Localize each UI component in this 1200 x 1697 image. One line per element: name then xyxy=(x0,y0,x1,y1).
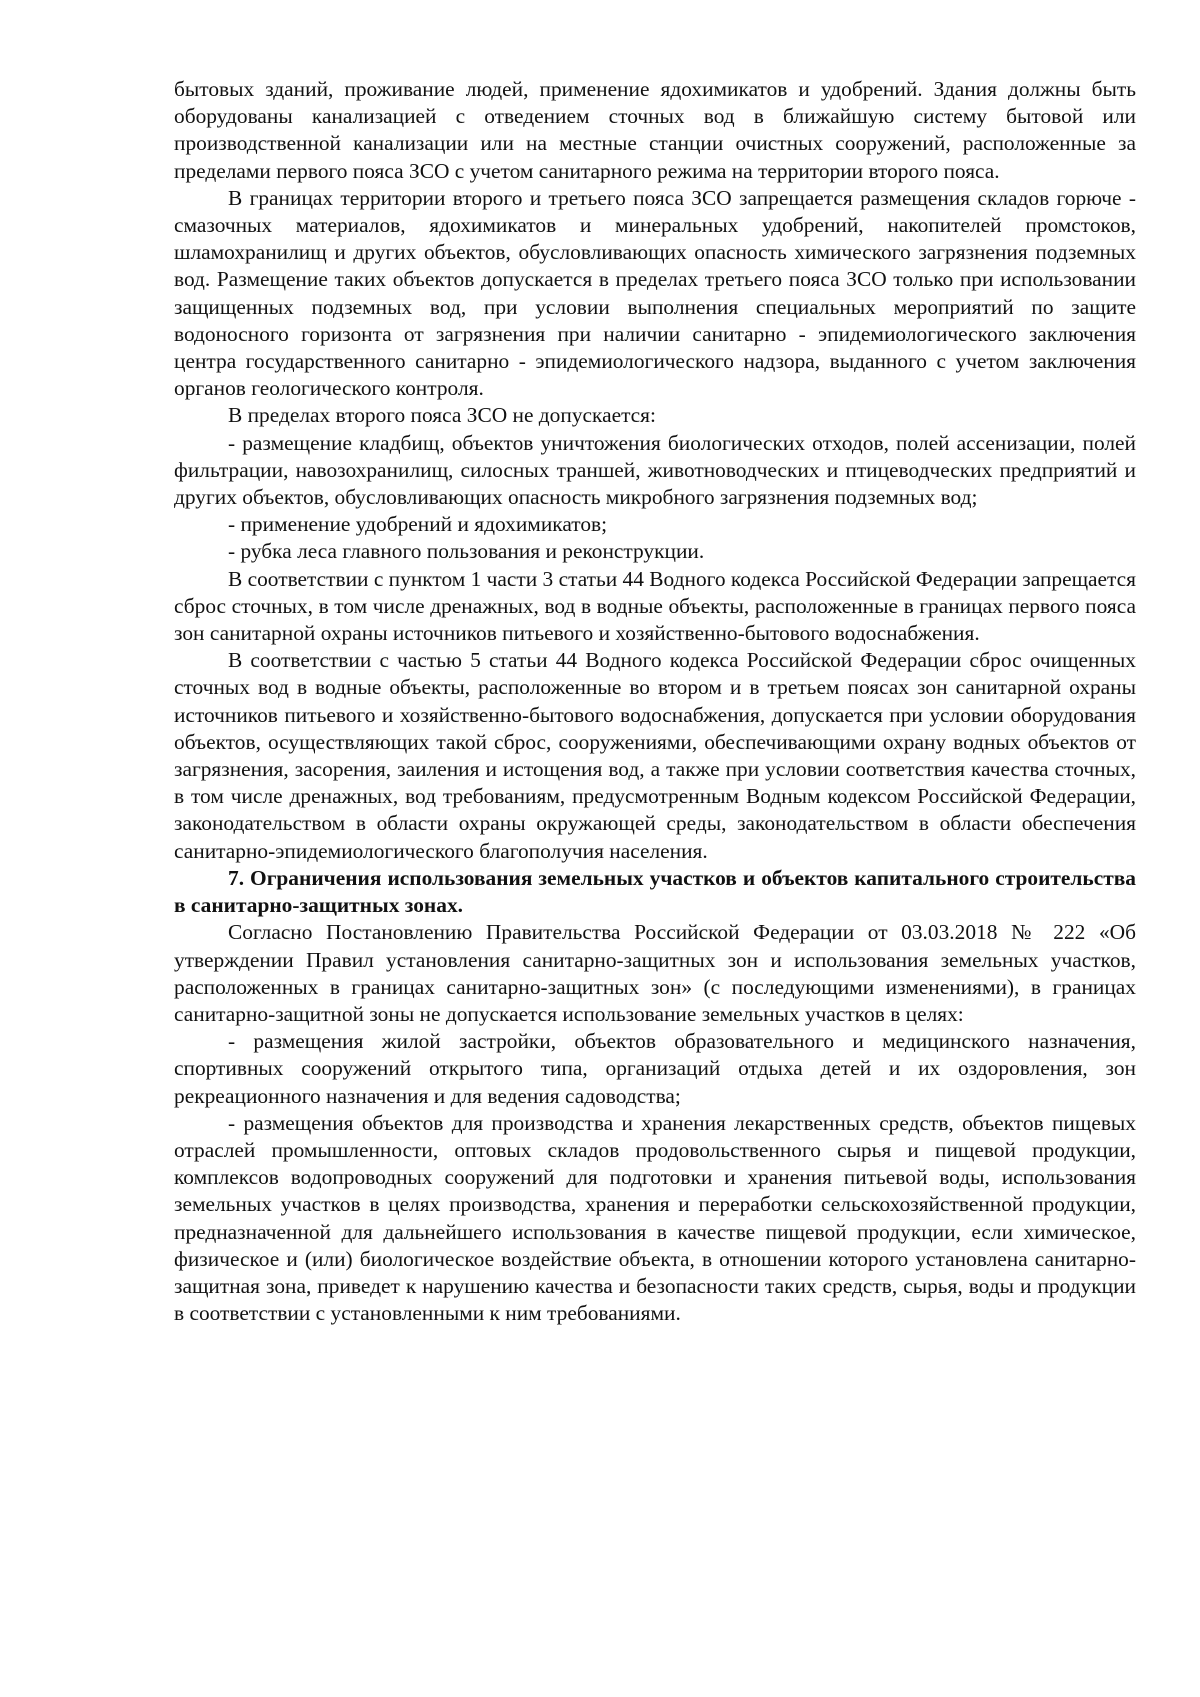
list-item-cemeteries: - размещение кладбищ, объектов уничтожения биологических отходов, полей ассенизации, полей фильтрации, навозохранилищ, силосных траншей, животноводческих и птицеводческих предприятий и других объектов, обусловливающих опасность микробного загрязнения подземных вод; xyxy=(174,430,1136,510)
list-item-residential: - размещения жилой застройки, объектов образовательного и медицинского назначения, спортивных сооружений открытого типа, организаций отдыха детей и их оздоровления, зон рекреационного назначения и для ведения садоводства; xyxy=(174,1029,1136,1108)
list-item-logging: - рубка леса главного пользования и реконструкции. xyxy=(228,539,705,564)
list-item-fertilizers: - применение удобрений и ядохимикатов; xyxy=(228,512,608,537)
paragraph-water-code-part3: В соответствии с пунктом 1 части 3 статьи 44 Водного кодекса Российской Федерации запрещается сброс сточных, в том числе дренажных, вод в водные объекты, расположенные в границах первого пояса зон санитарной охраны источников питьевого и хозяйственно-бытового водоснабжения. xyxy=(174,566,1136,646)
paragraph-second-third-belt: В границах территории второго и третьего пояса ЗСО запрещается размещения складов горюче - смазочных материалов, ядохимикатов и минеральных удобрений, накопителей промстоков, шламохранилищ и других объектов, обусловливающих опасность химического загрязнения подземных вод. Размещение таких объектов допускается в пределах третьего пояса ЗСО только при использовании защищенных подземных вод, при условии выполнения специальных мероприятий по защите водоносного горизонта от загрязнения при наличии санитарно - эпидемиологического заключения центра государственного санитарно - эпидемиологического надзора, выданного с учетом заключения органов геологического контроля. xyxy=(174,185,1136,401)
section-heading-7: 7. Ограничения использования земельных участков и объектов капитального строительства в санитарно-защитных зонах. xyxy=(174,865,1136,918)
paragraph-water-code-part5: В соответствии с частью 5 статьи 44 Водного кодекса Российской Федерации сброс очищенных сточных вод в водные объекты, расположенные во втором и в третьем поясах зон санитарной охраны источников питьевого и хозяйственно-бытового водоснабжения, допускается при условии оборудования объектов, осуществляющих такой сброс, сооружениями, обеспечивающими охрану водных объектов от загрязнения, засорения, заиления и истощения вод, а также при условии соответствия качества сточных, в том числе дренажных, вод требованиям, предусмотренным Водным кодексом Российской Федерации, законодательством в области охраны окружающей среды, законодательством в области обеспечения санитарно-эпидемиологического благополучия населения. xyxy=(174,648,1136,863)
paragraph-second-belt-intro: В пределах второго пояса ЗСО не допускается: xyxy=(228,403,656,428)
paragraph-government-decree: Согласно Постановлению Правительства Российской Федерации от 03.03.2018 № 222 «Об утверждении Правил установления санитарно-защитных зон и использования земельных участков, расположенных в границах санитарно-защитных зон» (с последующими изменениями), в границах санитарно-защитной зоны не допускается использование земельных участков в целях: xyxy=(174,920,1136,1026)
list-item-medicines-food: - размещения объектов для производства и хранения лекарственных средств, объектов пищевых отраслей промышленности, оптовых складов продовольственного сырья и пищевой продукции, комплексов водопроводных сооружений для подготовки и хранения питьевой воды, использования земельных участков в целях производства, хранения и переработки сельскохозяйственной продукции, предназначенной для дальнейшего использования в качестве пищевой продукции, если химическое, физическое и (или) биологическое воздействие объекта, в отношении которого установлена санитарно-защитная зона, приведет к нарушению качества и безопасности таких средств, сырья, воды и продукции в соответствии с установленными к ним требованиями. xyxy=(174,1110,1136,1326)
document-page xyxy=(174,76,1136,1327)
paragraph-continuation: бытовых зданий, проживание людей, применение ядохимикатов и удобрений. Здания должны быть оборудованы канализацией с отведением сточных вод в ближайшую систему бытовой или производственной канализации или на местные станции очистных сооружений, расположенные за пределами первого пояса ЗСО с учетом санитарного режима на территории второго пояса. xyxy=(174,77,1136,183)
